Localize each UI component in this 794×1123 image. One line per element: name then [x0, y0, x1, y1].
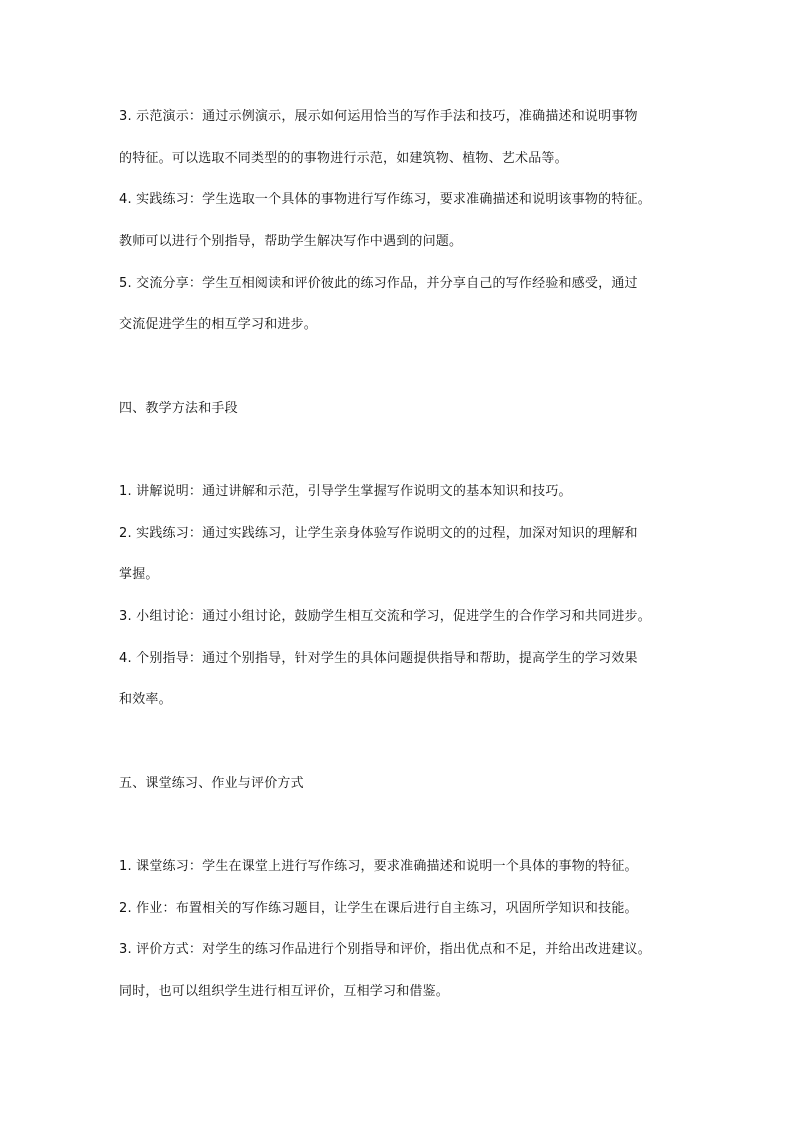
paragraph-line: 5. 交流分享：学生互相阅读和评价彼此的练习作品，并分享自己的写作经验和感受，通过 — [119, 276, 638, 291]
paragraph-line: 4. 个别指导：通过个别指导，针对学生的具体问题提供指导和帮助，提高学生的学习效果 — [119, 651, 638, 666]
paragraph-line: 交流促进学生的相互学习和进步。 — [119, 317, 318, 332]
paragraph-line: 3. 评价方式：对学生的练习作品进行个别指导和评价，指出优点和不足，并给出改进建议。 — [119, 942, 651, 957]
paragraph-line: 3. 示范演示：通过示例演示，展示如何运用恰当的写作手法和技巧，准确描述和说明事物 — [119, 109, 638, 124]
paragraph-line: 4. 实践练习：学生选取一个具体的事物进行写作练习，要求准确描述和说明该事物的特征。 — [119, 192, 651, 207]
paragraph-line: 和效率。 — [119, 692, 172, 707]
paragraph-line: 掌握。 — [119, 567, 159, 582]
paragraph-line: 2. 作业：布置相关的写作练习题目，让学生在课后进行自主练习，巩固所学知识和技能。 — [119, 901, 638, 916]
paragraph-line: 的特征。可以选取不同类型的的事物进行示范，如建筑物、植物、艺术品等。 — [119, 151, 568, 166]
section-heading: 四、教学方法和手段 — [119, 401, 238, 416]
paragraph-line: 1. 讲解说明：通过讲解和示范，引导学生掌握写作说明文的基本知识和技巧。 — [119, 484, 572, 499]
section-heading: 五、课堂练习、作业与评价方式 — [119, 776, 304, 791]
paragraph-line: 1. 课堂练习：学生在课堂上进行写作练习，要求准确描述和说明一个具体的事物的特征。 — [119, 859, 638, 874]
paragraph-line: 同时，也可以组织学生进行相互评价，互相学习和借鉴。 — [119, 984, 450, 999]
paragraph-line: 2. 实践练习：通过实践练习，让学生亲身体验写作说明文的的过程，加深对知识的理解和 — [119, 526, 638, 541]
paragraph-line: 3. 小组讨论：通过小组讨论，鼓励学生相互交流和学习，促进学生的合作学习和共同进步。 — [119, 609, 651, 624]
paragraph-line: 教师可以进行个别指导，帮助学生解决写作中遇到的问题。 — [119, 234, 463, 249]
